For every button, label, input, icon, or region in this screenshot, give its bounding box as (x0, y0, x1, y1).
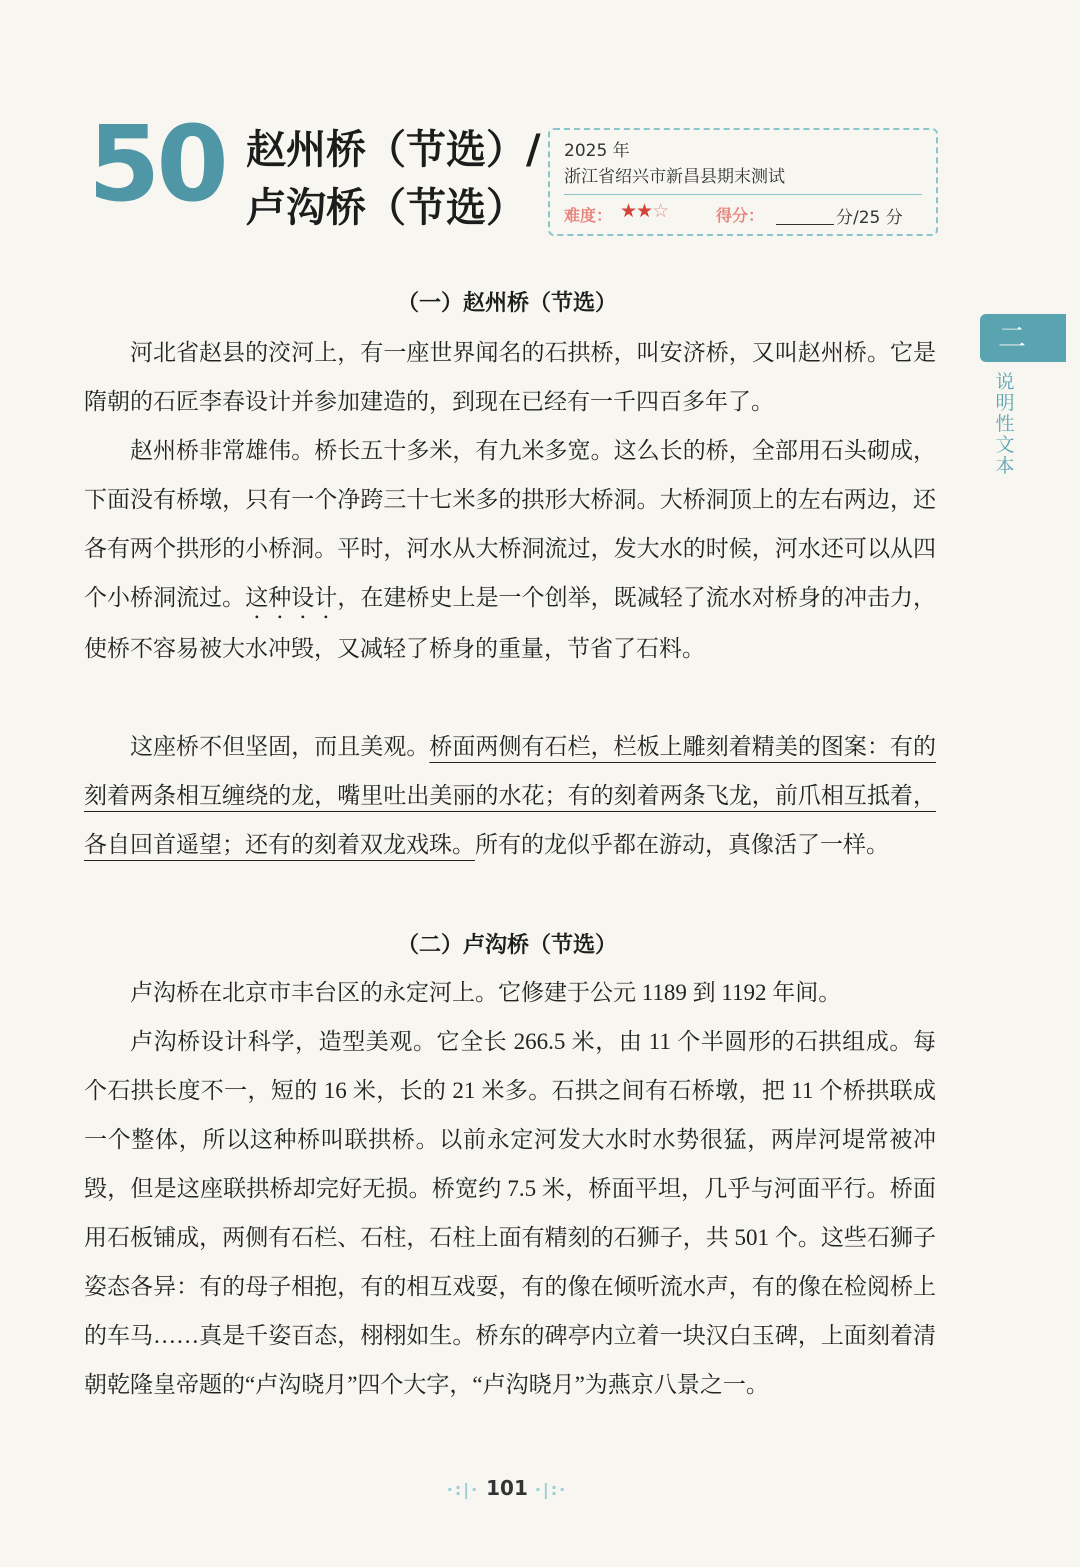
score-blank-line (776, 224, 834, 225)
section-1-paragraph-2 (84, 426, 936, 673)
score-label: 得分： (716, 206, 765, 225)
paragraph-text: 这座桥不但坚固，而且美观。 (130, 734, 430, 759)
section-2-paragraph-2: 卢沟桥设计科学，造型美观。它全长 266.5 米，由 11 个半圆形的石拱组成。每个石拱长度不一，短的 16 米，长的 21 米多。石拱之间有石桥墩，把 11 个桥拱联成一个整体，所以这种桥叫联拱桥。以前永定河发大水时水势很猛，两岸河堤常被冲毁，但是这座联拱桥却完好无损。桥宽约 7.5 米，桥面平坦，几乎与河面平行。桥面用石板铺成，两侧有石栏、石柱，石柱上面有精刻的石狮子，共 501 个。这些石狮子姿态各异：有的母子相抱，有的相互戏耍，有的像在倾听流水声，有的像在检阅桥上的车马……真是千姿百态，栩栩如生。桥东的碑亭内立着一块汉白玉碑，上面刻着清朝乾隆皇帝题的“卢沟晓月”四个大字，“卢沟晓月”为燕京八景之一。 (84, 1029, 936, 1397)
section-2-paragraph-1: 卢沟桥在北京市丰台区的永定河上。它修建于公元 1189 到 1192 年间。 (130, 980, 842, 1005)
page-number-value: 101 (486, 1476, 528, 1500)
star-filled-icon: ★ (620, 200, 637, 222)
chapter-label: 说明性文本 (995, 371, 1015, 477)
lesson-title-line-1: 赵州桥（节选）/ (246, 127, 541, 173)
lesson-title-line-2: 卢沟桥（节选） (246, 185, 526, 231)
difficulty-stars (620, 200, 668, 222)
score-total: 分/25 分 (836, 208, 903, 228)
page-number-decoration: ·|:· (534, 1480, 568, 1499)
exam-year: 2025 年 (564, 141, 630, 161)
difficulty-label: 难度： (564, 206, 613, 225)
paragraph-text: 赵州桥非常雄伟。桥长五十多米，有九米多宽。这么长的桥，全部用石头砌成，下面没有桥墩，只有一个净跨三十七米多的拱形大桥洞。大桥洞顶上的左右两边，还各有两个拱形的小桥洞。平时，河水从大桥洞流过，发大水的时候，河水还可以从四个小桥洞流过。 (84, 438, 936, 610)
section-1-heading: （一）赵州桥（节选） (396, 291, 617, 316)
paragraph-text: 所有的龙似乎都在游动，真像活了一样。 (475, 832, 889, 857)
chapter-tab: 二 (980, 314, 1066, 362)
section-1-paragraph-1: 河北省赵县的洨河上，有一座世界闻名的石拱桥，叫安济桥，又叫赵州桥。它是隋朝的石匠李春设计并参加建造的，到现在已经有一千四百多年了。 (84, 340, 936, 414)
exam-name: 浙江省绍兴市新昌县期末测试 (564, 167, 785, 187)
emphasis-dotted-text: 这种设计 (245, 585, 338, 610)
section-2-heading: （二）卢沟桥（节选） (396, 933, 617, 958)
lesson-number: 50 (88, 103, 225, 225)
paragraph-text: ，在建桥史上是一个创举，既减轻了流水对桥身的冲击力，使桥不容易被大水冲毁，又减轻了桥身的重量，节省了石料。 (84, 585, 937, 661)
star-filled-icon: ★ (636, 200, 653, 222)
exam-info-box (548, 128, 938, 236)
info-divider (564, 194, 922, 195)
page-number-decoration: ·:|· (446, 1480, 480, 1499)
section-1-paragraph-3 (84, 722, 936, 869)
star-empty-icon: ☆ (652, 200, 669, 222)
page-number (0, 1476, 1014, 1500)
underlined-text: 桥面两侧有石栏，栏板上雕刻着精美的图案：有的刻着两条相互缠绕的龙，嘴里吐出美丽的水花；有的刻着两条飞龙，前爪相互抵着，各自回首遥望；还有的刻着双龙戏珠。 (84, 734, 937, 857)
